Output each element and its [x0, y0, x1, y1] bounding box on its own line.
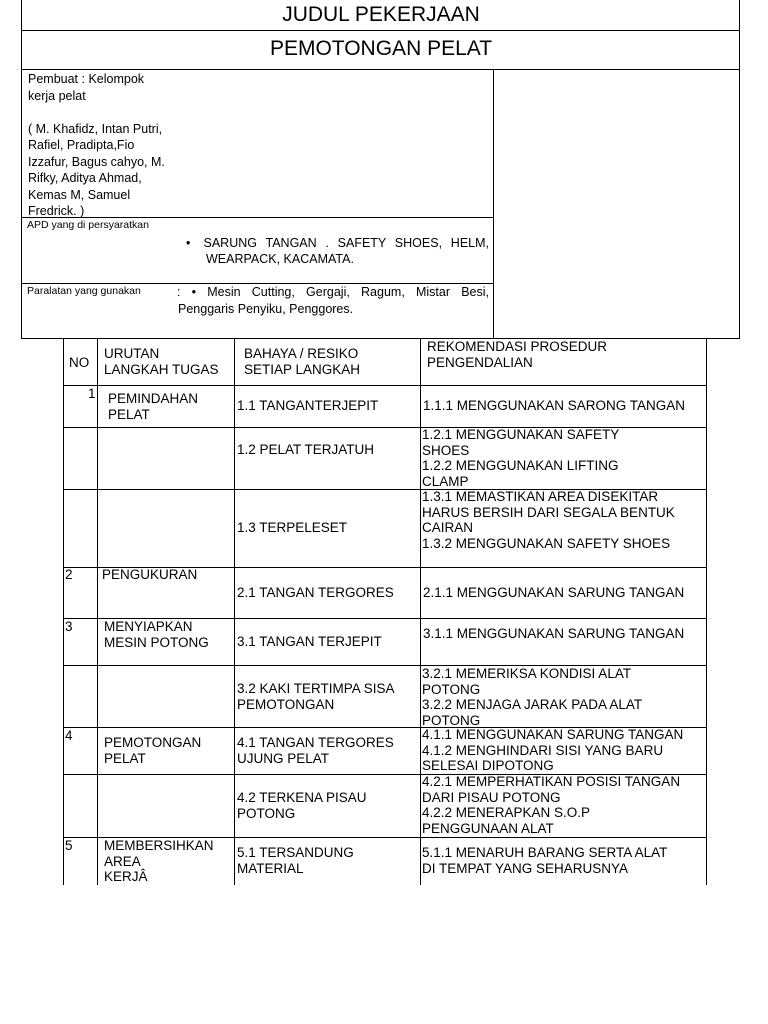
creator-line: Pembuat : Kelompok: [28, 72, 145, 86]
hazard-cell: 3.2 KAKI TERTIMPA SISA PEMOTONGAN: [237, 681, 395, 712]
recommendation-cell: 5.1.1 MENARUH BARANG SERTA ALAT DI TEMPAT YANG SEHARUSNYA: [422, 845, 668, 876]
row-number: 2: [65, 567, 73, 582]
header-no: NO: [69, 355, 90, 370]
creator-line: Kemas M, Samuel: [28, 187, 131, 202]
tools-line: : • Mesin Cutting, Gergaji, Ragum, Mistar Besi,: [177, 285, 489, 299]
recommendation-cell: 3.1.1 MENGGUNAKAN SARUNG TANGAN: [423, 626, 685, 641]
tools-label: Paralatan yang gunakan: [27, 285, 141, 297]
creator-line: [28, 104, 188, 121]
hazard-cell: 3.1 TANGAN TERJEPIT: [237, 634, 382, 649]
row-number: 3: [65, 619, 73, 634]
row-number: 5: [65, 838, 73, 853]
recommendation-cell: 4.2.1 MEMPERHATIKAN POSISI TANGAN DARI PISAU POTONG 4.2.2 MENERAPKAN S.O.P PENGGUNAAN ALAT: [422, 774, 681, 836]
recommendation-cell: 1.2.1 MENGGUNAKAN SAFETY SHOES 1.2.2 MENGGUNAKAN LIFTING CLAMP: [422, 427, 620, 489]
tools-line: Penggaris Penyiku, Penggores.: [178, 302, 354, 316]
creator-line: Izzafur, Bagus cahyo, M.: [28, 154, 165, 169]
creator-info: [28, 71, 188, 220]
step-cell: PEMOTONGAN PELAT: [104, 735, 202, 766]
apd-line: WEARPACK, KACAMATA.: [206, 252, 354, 266]
header-hazards: BAHAYA / RESIKO SETIAP LANGKAH: [244, 346, 361, 377]
step-cell: PENGUKURAN: [102, 567, 198, 582]
recommendation-cell: 1.1.1 MENGGUNAKAN SARONG TANGAN: [423, 398, 686, 413]
hazard-cell: 1.2 PELAT TERJATUH: [237, 442, 375, 457]
apd-line: • SARUNG TANGAN . SAFETY SHOES, HELM,: [186, 236, 489, 250]
step-cell: MEMBERSIHKAN AREA KERJÂ: [104, 838, 214, 884]
creator-line: Fredrick. ): [28, 204, 85, 218]
row-number: 4: [65, 728, 73, 743]
creator-line: Rafiel, Pradipta,Fio: [28, 138, 135, 152]
document-subtitle: PEMOTONGAN PELAT: [269, 37, 493, 60]
hazard-cell: 5.1 TERSANDUNG MATERIAL: [237, 845, 354, 876]
step-cell: MENYIAPKAN MESIN POTONG: [104, 619, 209, 650]
recommendation-cell: 2.1.1 MENGGUNAKAN SARUNG TANGAN: [423, 585, 685, 600]
creator-line: Rifky, Aditya Ahmad,: [28, 171, 142, 185]
recommendation-cell: 4.1.1 MENGGUNAKAN SARUNG TANGAN 4.1.2 MENGHINDARI SISI YANG BARU SELESAI DIPOTONG: [422, 727, 684, 773]
creator-line: kerja pelat: [28, 88, 86, 103]
header-recommendations: REKOMENDASI PROSEDUR PENGENDALIAN: [427, 339, 608, 370]
recommendation-cell: 1.3.1 MEMASTIKAN AREA DISEKITAR HARUS BERSIH DARI SEGALA BENTUK CAIRAN 1.3.2 MENGGUNAKAN SAFETY SHOES: [422, 489, 675, 551]
hazard-cell: 2.1 TANGAN TERGORES: [237, 585, 394, 600]
hazard-cell: 1.1 TANGANTERJEPIT: [237, 398, 379, 413]
hazard-cell: 4.1 TANGAN TERGORES UJUNG PELAT: [237, 735, 394, 766]
creator-line: ( M. Khafidz, Intan Putri,: [28, 121, 163, 136]
header-steps: URUTAN LANGKAH TUGAS: [104, 346, 219, 377]
hazard-cell: 4.2 TERKENA PISAU POTONG: [237, 790, 367, 821]
row-number: 1: [88, 386, 96, 401]
step-cell: PEMINDAHAN PELAT: [108, 391, 199, 422]
hazard-cell: 1.3 TERPELESET: [237, 520, 348, 535]
apd-label: APD yang di persyaratkan: [27, 219, 149, 231]
recommendation-cell: 3.2.1 MEMERIKSA KONDISI ALAT POTONG 3.2.2 MENJAGA JARAK PADA ALAT POTONG: [422, 666, 643, 728]
document-title: JUDUL PEKERJAAN: [282, 3, 480, 26]
